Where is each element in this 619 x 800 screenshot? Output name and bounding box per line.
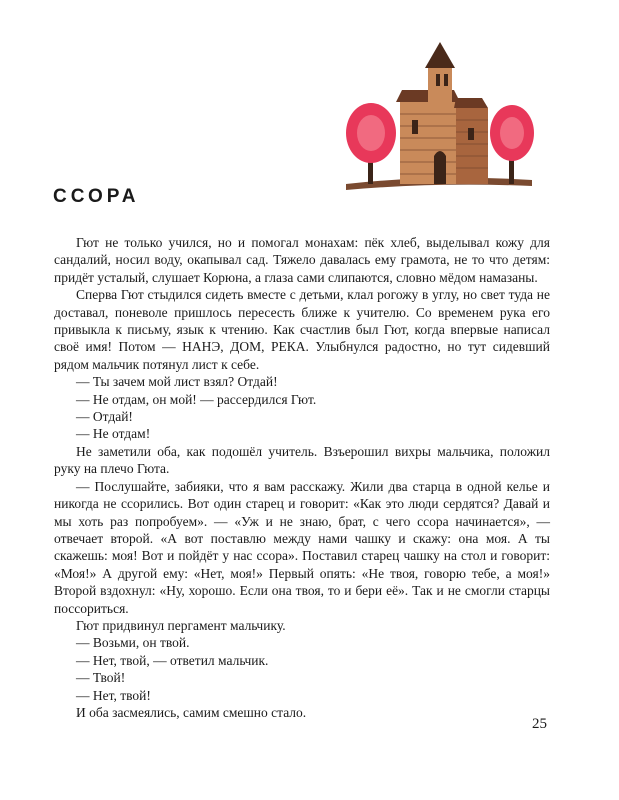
story-text xyxy=(54,234,550,721)
right-tree-icon xyxy=(490,105,534,184)
paragraph: — Послушайте, забияки, что я вам расскажу. Жили два старца в одной келье и никогда не ссорились. Вот один старец и говорит: «Как это люди сердятся? Давай и мы хоть раз попробуем». — «Уж и не знаю, брат, с чего ссора начинается», — отвечает второй. «А вот поставлю между нами чашку и скажу: она моя. А ты скажешь: моя! Вот и пойдёт у нас ссора». Поставил старец чашку на стол и говорит: «Моя!» А другой ему: «Нет, моя!» Первый опять: «Не твоя, говорю тебе, а моя!» Второй вздохнул: «Ну, хорошо. Если она твоя, то и бери её». Так и не смогли старцы поссориться. xyxy=(54,478,550,616)
paragraph: И оба засмеялись, самим смешно стало. xyxy=(76,704,307,720)
paragraph: Гют придвинул пергамент мальчику. xyxy=(76,617,286,633)
dialogue-line: — Не отдам, он мой! — рассердился Гют. xyxy=(76,391,317,407)
dialogue-line: — Не отдам! xyxy=(76,426,151,442)
church-icon xyxy=(396,42,488,184)
dialogue-line: — Нет, твой, — ответил мальчик. xyxy=(76,652,269,668)
dialogue-line: — Нет, твой! xyxy=(76,687,151,703)
dialogue-line: — Возьми, он твой. xyxy=(76,635,190,651)
dialogue-line: — Ты зачем мой лист взял? Отдай! xyxy=(76,374,278,390)
left-tree-icon xyxy=(346,103,396,184)
church-illustration xyxy=(336,38,536,192)
paragraph: Не заметили оба, как подошёл учитель. Взъерошил вихры мальчика, положил руку на плечо Гюта. xyxy=(54,443,550,477)
page-title: ССОРА xyxy=(53,186,140,207)
dialogue-line: — Твой! xyxy=(76,670,126,686)
paragraph: Сперва Гют стыдился сидеть вместе с детьми, клал рогожу в углу, но свет туда не доставал, поневоле пришлось пересесть ближе к учителю. Со временем рука его привыкла к письму, язык к чтению. Как счастлив был Гют, когда впервые написал своё имя! Потом — НАНЭ, ДОМ, РЕКА. Улыбнулся радостно, но тут сидевший рядом мальчик потянул лист к себе. xyxy=(54,287,550,372)
dialogue-line: — Отдай! xyxy=(76,409,133,425)
page-number: 25 xyxy=(532,716,547,732)
paragraph: Гют не только учился, но и помогал монахам: пёк хлеб, выделывал кожу для сандалий, носил воду, окапывал сад. Тяжело давалась ему грамота, не то что детям: придёт усталый, слушает Корюна, а глаза сами слипаются, словно мёдом намазаны. xyxy=(54,235,550,285)
